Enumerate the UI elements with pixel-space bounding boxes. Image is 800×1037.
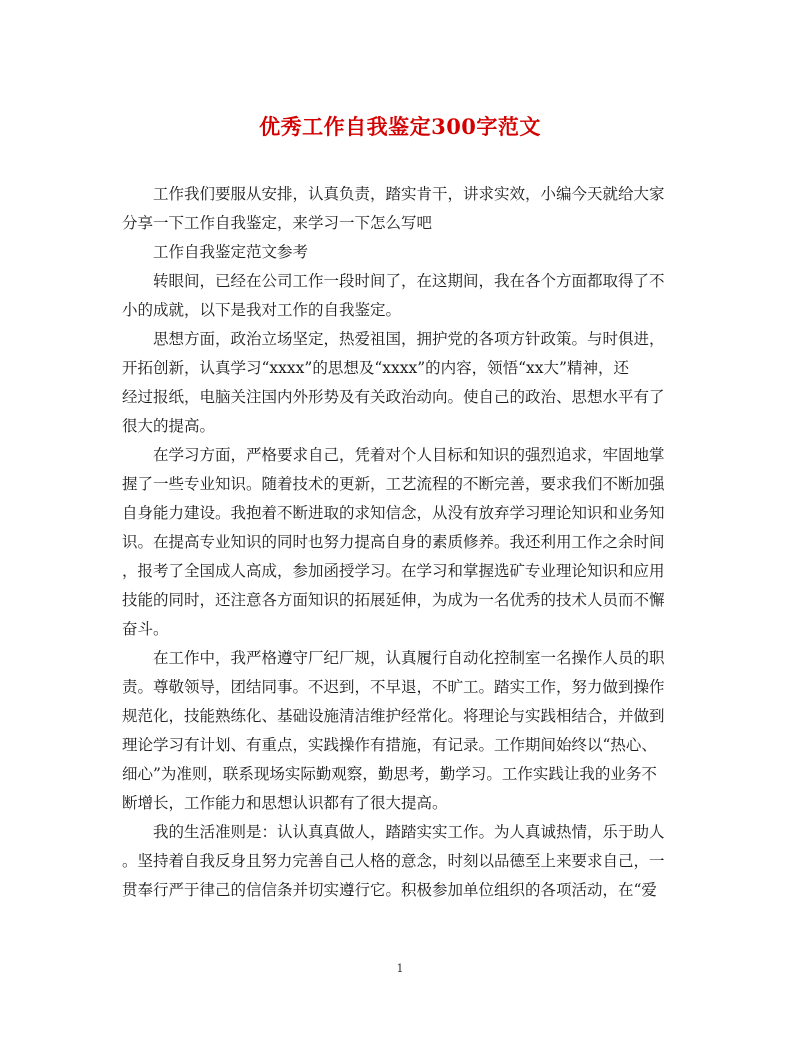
- document-body: [122, 180, 690, 905]
- text-line: 经过报纸，电脑关注国内外形势及有关政治动向。使自己的政治、思想水平有了: [122, 388, 665, 406]
- text-line: 自身能力建设。我抱着不断进取的求知信念，从没有放弃学习理论知识和业务知: [122, 504, 665, 522]
- paragraph: [122, 644, 690, 818]
- text-line: 奋斗。: [122, 620, 169, 638]
- text-line: 。坚持着自我反身且努力完善自己人格的意念，时刻以品德至上来要求自己，一: [122, 852, 665, 870]
- text-line: 分享一下工作自我鉴定，来学习一下怎么写吧: [122, 214, 433, 232]
- text-line: 转眼间，已经在公司工作一段时间了，在这期间，我在各个方面都取得了不: [153, 272, 665, 290]
- text-line: ，报考了全国成人高成，参加函授学习。在学习和掌握选矿专业理论知识和应用: [122, 562, 665, 580]
- text-line: 小的成就，以下是我对工作的自我鉴定。: [122, 301, 402, 319]
- paragraph: [122, 180, 690, 238]
- text-line: 责。尊敬领导，团结同事。不迟到，不早退，不旷工。踏实工作，努力做到操作: [122, 678, 665, 696]
- page-number: 1: [396, 962, 404, 975]
- text-line: 规范化，技能熟练化、基础设施清洁维护经常化。将理论与实践相结合，并做到: [122, 707, 665, 725]
- text-line: 技能的同时，还注意各方面知识的拓展延伸，为成为一名优秀的技术人员而不懈: [122, 591, 665, 609]
- text-line: 在工作中，我严格遵守厂纪厂规，认真履行自动化控制室一名操作人员的职: [153, 649, 665, 667]
- paragraph: [122, 818, 690, 905]
- text-line: 识。在提高专业知识的同时也努力提高自身的素质修养。我还利用工作之余时间: [122, 533, 665, 551]
- text-line: 在学习方面，严格要求自己，凭着对个人目标和知识的强烈追求，牢固地掌: [153, 446, 665, 464]
- text-line: 工作我们要服从安排，认真负责，踏实肯干，讲求实效，小编今天就给大家: [153, 185, 665, 203]
- text-line: 很大的提高。: [122, 417, 216, 435]
- text-line: 理论学习有计划、有重点，实践操作有措施，有记录。工作期间始终以“热心、: [122, 736, 657, 754]
- document-title: 优秀工作自我鉴定300字范文: [259, 114, 541, 139]
- text-line: 贯奉行严于律己的信信条并切实遵行它。积极参加单位组织的各项活动，在“爱: [122, 881, 657, 899]
- paragraph: [122, 441, 690, 644]
- text-line: 细心”为准则，联系现场实际勤观察，勤思考，勤学习。工作实践让我的业务不: [122, 765, 657, 783]
- text-line: 我的生活准则是：认认真真做人，踏踏实实工作。为人真诚热情，乐于助人: [153, 823, 665, 841]
- text-line: 握了一些专业知识。随着技术的更新，工艺流程的不断完善，要求我们不断加强: [122, 475, 665, 493]
- paragraph: [122, 325, 690, 441]
- paragraph: [122, 267, 690, 325]
- paragraph: [122, 238, 690, 267]
- text-line: 思想方面，政治立场坚定，热爱祖国，拥护党的各项方针政策。与时俱进，: [153, 330, 665, 348]
- text-line: 工作自我鉴定范文参考: [153, 243, 309, 261]
- text-line: 开拓创新，认真学习“xxxx”的思想及“xxxx”的内容，领悟“xx大”精神，还: [122, 359, 629, 377]
- text-line: 断增长，工作能力和思想认识都有了很大提高。: [122, 794, 448, 812]
